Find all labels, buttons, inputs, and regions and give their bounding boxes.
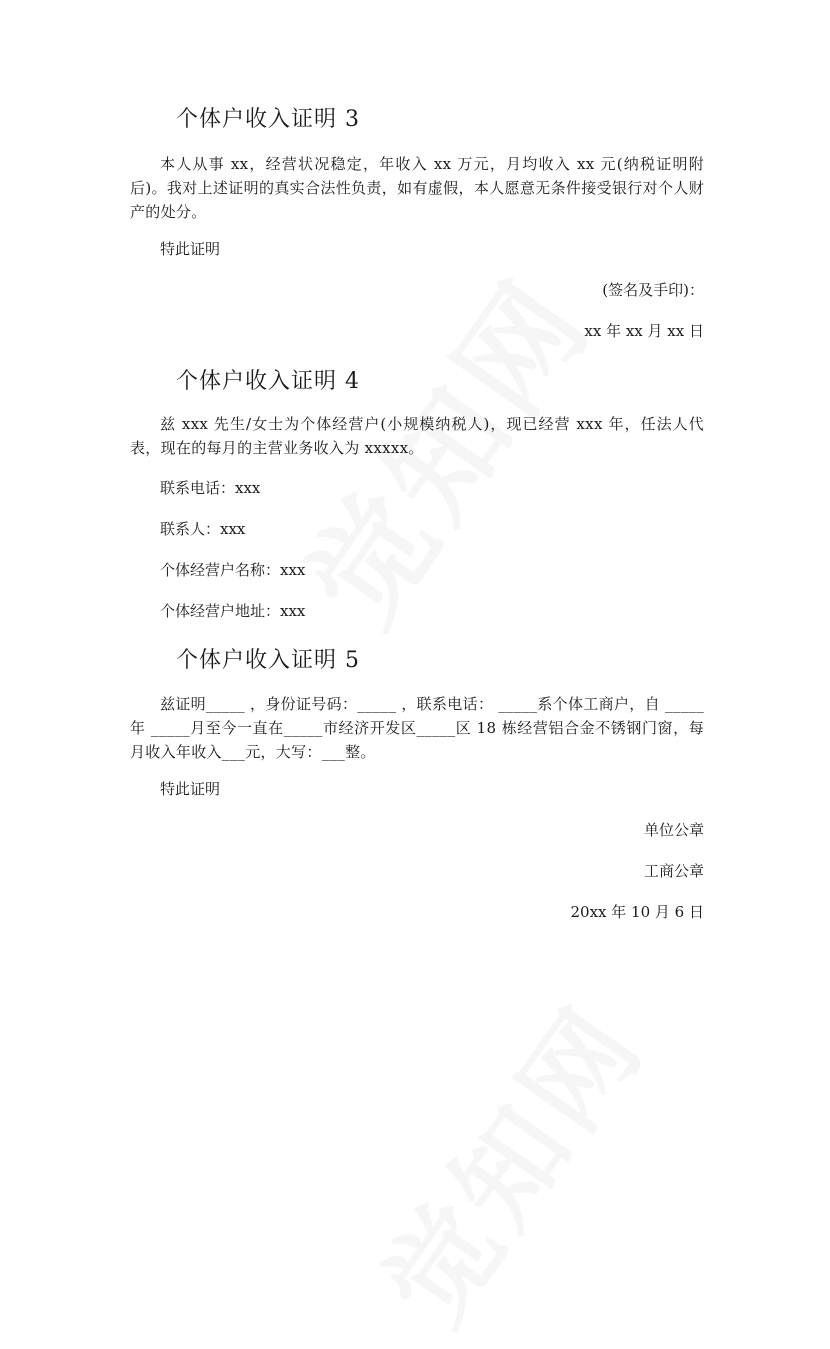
section-4-body: 兹 xxx 先生/女士为个体经营户(小规模纳税人)，现已经营 xxx 年，任法人代表，现在的每月的主营业务收入为 xxxxx。 — [130, 415, 704, 457]
section-4-title: 个体户收入证明 4 — [176, 369, 360, 394]
section-5-stamp-unit: 单位公章 — [643, 821, 704, 839]
section-4-phone: 联系电话：xxx — [160, 479, 261, 497]
section-3-closing: 特此证明 — [160, 240, 221, 258]
section-5-closing: 特此证明 — [160, 780, 221, 798]
section-5-title: 个体户收入证明 5 — [176, 648, 360, 673]
section-5-body: 兹证明_____ ，身份证号码：_____ ，联系电话： _____系个体工商户，自 _____年 _____月至今一直在_____市经济开发区_____区 18 栋经营铝合金不锈钢门窗，每月收入年收入___元，大写：___整。 — [130, 695, 704, 761]
section-3-signature: (签名及手印)： — [602, 281, 704, 299]
section-4-contact: 联系人：xxx — [160, 520, 246, 538]
section-3-date: xx 年 xx 月 xx 日 — [584, 322, 704, 340]
section-4-address: 个体经营户地址：xxx — [160, 602, 306, 620]
section-3-title: 个体户收入证明 3 — [176, 107, 360, 132]
section-4-name: 个体经营户名称：xxx — [160, 561, 306, 579]
section-5-stamp-business: 工商公章 — [643, 862, 704, 880]
section-3-body: 本人从事 xx，经营状况稳定，年收入 xx 万元，月均收入 xx 元(纳税证明附后)。我对上述证明的真实合法性负责，如有虚假，本人愿意无条件接受银行对个人财产的处分。 — [130, 155, 704, 221]
watermark — [341, 969, 673, 1349]
section-5-date: 20xx 年 10 月 6 日 — [570, 903, 704, 921]
